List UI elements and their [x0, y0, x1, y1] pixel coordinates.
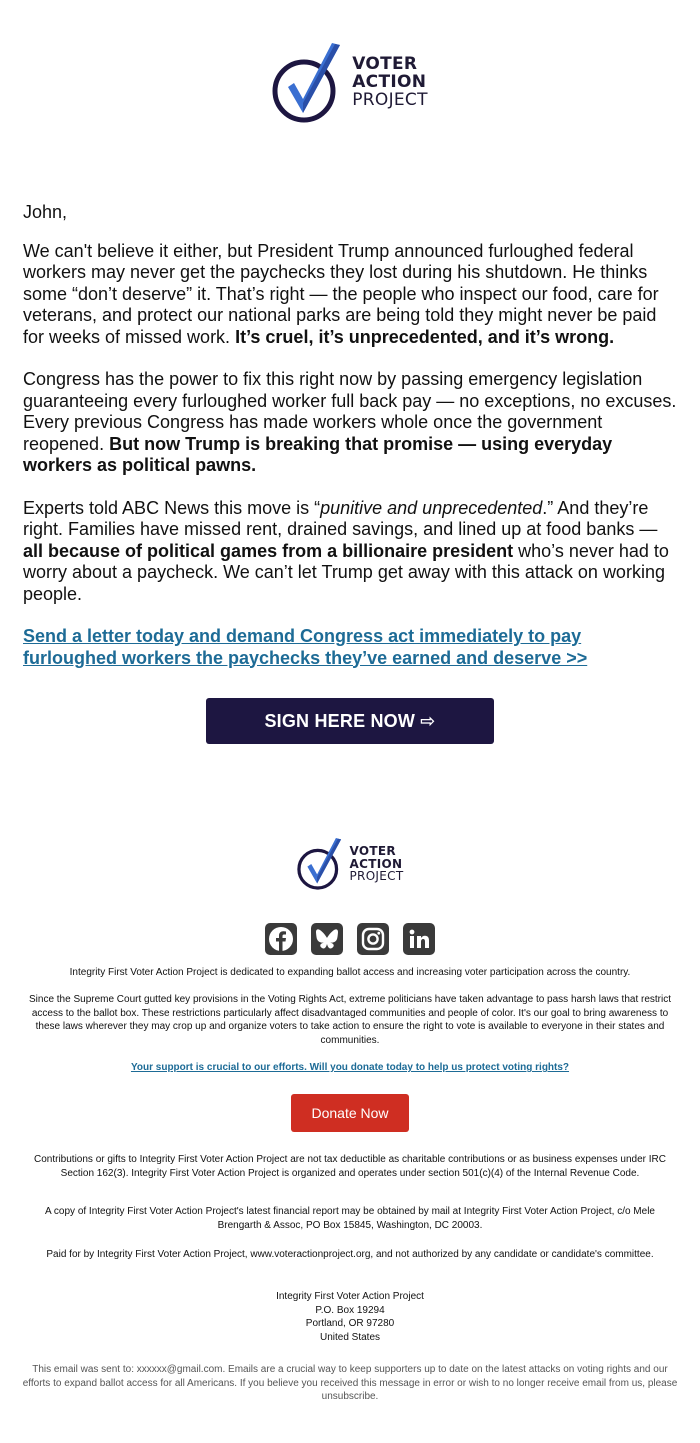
cta-paragraph — [23, 626, 677, 669]
footer-financial: A copy of Integrity First Voter Action Project's latest financial report may be obtained by mail at Integrity First Voter Action Project, c/o Mele Brengarth & Assoc, PO Box 15845, Washington, DC 20003. — [45, 1206, 655, 1231]
paragraph-2-text: Congress has the power to fix this right now by passing emergency legislation guaranteeing every furloughed worker full back pay — no exceptions, no excuses. Every previous Congress has made workers whole once the government reopened. — [23, 369, 677, 454]
send-letter-link[interactable]: Send a letter today and demand Congress act immediately to pay furloughed workers the paychecks they’ve earned and deserve >> — [23, 626, 588, 668]
footer-logo-line1: VOTER — [349, 844, 396, 859]
logo-line2: ACTION — [352, 72, 427, 93]
paragraph-1-text: We can't believe it either, but President Trump announced furloughed federal workers may never get the paychecks they lost during his shutdown. He thinks some “don’t deserve” it. That’s right — the people who inspect our food, care for veterans, and protect our national parks are being told they might never be paid for weeks of missed work. — [23, 240, 659, 347]
logo-line1: VOTER — [352, 54, 418, 75]
facebook-icon[interactable] — [265, 923, 297, 955]
paragraph-1-bold: It’s cruel, it’s unprecedented, and it’s wrong. — [235, 326, 615, 347]
footer-paid-for: Paid for by Integrity First Voter Action Project, www.voteractionproject.org, and not authorized by any candidate or candidate's committee. — [46, 1249, 654, 1260]
footer-address — [22, 1290, 678, 1344]
instagram-icon[interactable] — [357, 923, 389, 955]
paragraph-3-italic: punitive and unprecedented — [320, 497, 543, 518]
checkmark-logo-icon — [297, 834, 345, 894]
logo-line3: PROJECT — [352, 89, 428, 110]
paragraph-3-a: Experts told ABC News this move is “ — [23, 497, 321, 518]
paragraph-3-c: who’s never had to worry about a paycheck. We can’t let Trump get away with this attack on working people. — [23, 540, 669, 604]
social-links — [0, 923, 700, 955]
linkedin-icon[interactable] — [403, 923, 435, 955]
footer-vra: Since the Supreme Court gutted key provisions in the Voting Rights Act, extreme politicians have taken advantage to pass harsh laws that restrict access to the ballot box. These restrictions particularly affect disadvantaged communities and people of color. It's our goal to bring awareness to these laws wherever they may crop up and organize voters to take action to ensure the right to vote is available to everyone in their states and communities. — [28, 994, 671, 1046]
paragraph-2 — [23, 369, 677, 477]
footer-logo-line3: PROJECT — [349, 869, 404, 884]
paragraph-1 — [23, 241, 677, 349]
footer-support — [22, 1061, 678, 1075]
address-box: P.O. Box 19294 — [315, 1304, 385, 1316]
bluesky-icon[interactable] — [311, 923, 343, 955]
support-donate-link[interactable]: Your support is crucial to our efforts. Will you donate today to help us protect voting rights? — [130, 1062, 570, 1073]
footer-logo-wordmark — [350, 845, 404, 883]
footer-tax: Contributions or gifts to Integrity First Voter Action Project are not tax deductible as charitable contributions or as business expenses under IRC Section 162(3). Integrity First Voter Action Project is organized and operates under section 501(c)(4) of the Internal Revenue Code. — [34, 1154, 666, 1179]
paragraph-3-b: .” And they’re right. Families have missed rent, drained savings, and lined up at food banks — — [23, 497, 658, 539]
footer-sent-to: This email was sent to: xxxxxx@gmail.com. Emails are a crucial way to keep supporters up to date on the latest attacks on voting rights and our efforts to expand ballot access for all Americans. If you believe you received this message in error or wish to no longer receive email from us, please unsubscribe. — [22, 1364, 678, 1402]
address-org: Integrity First Voter Action Project — [276, 1291, 424, 1302]
address-city: Portland, OR 97280 — [305, 1318, 395, 1329]
paragraph-3-bold: all because of political games from a billionaire president — [23, 540, 514, 561]
paragraph-3 — [23, 498, 677, 606]
footer-logo[interactable] — [0, 832, 700, 896]
logo-wordmark — [352, 56, 428, 110]
sign-here-button[interactable]: SIGN HERE NOW ⇨ — [206, 698, 494, 744]
donate-button[interactable]: Donate Now — [291, 1094, 409, 1132]
greeting: John, — [23, 202, 68, 222]
footer-mission: Integrity First Voter Action Project is dedicated to expanding ballot access and increasing voter participation across the country. — [69, 967, 631, 978]
footer-logo-line2: ACTION — [349, 856, 403, 871]
address-country: United States — [319, 1331, 381, 1343]
header-logo[interactable] — [0, 38, 700, 128]
paragraph-2-bold: But now Trump is breaking that promise — using everyday workers as political pawns. — [23, 433, 613, 475]
email-body — [23, 202, 677, 690]
checkmark-logo-icon — [272, 39, 346, 127]
